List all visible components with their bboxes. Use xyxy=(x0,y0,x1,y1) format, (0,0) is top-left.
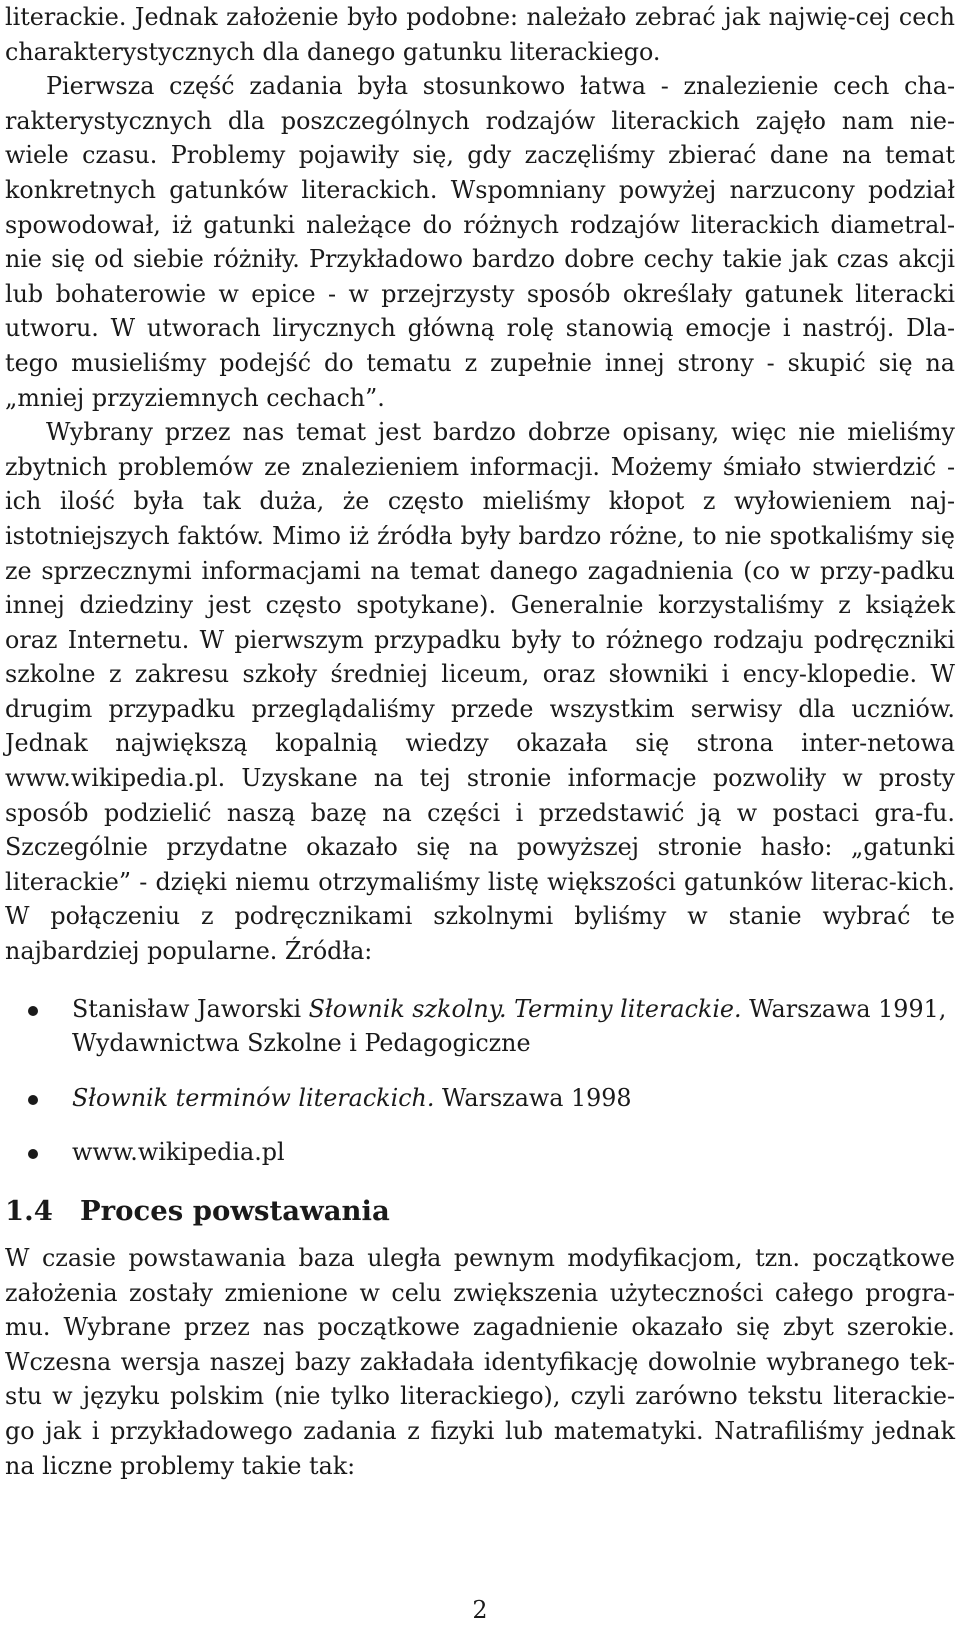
reference-details: Warszawa 1998 xyxy=(434,1083,632,1112)
reference-item xyxy=(5,992,955,1061)
section-title: Proces powstawania xyxy=(80,1195,390,1227)
section-paragraph: W czasie powstawania baza uległa pewnym modyfikacjom, tzn. początkowe założenia zostały zmienione w celu zwiększenia użyteczności całego progra-mu. Wybrane przez nas początkowe zagadnienie okazało się zbyt szerokie. Wczesna wersja naszej bazy zakładała identyfikację dowolnie wybranego tek-stu w języku polskim (nie tylko literackiego), czyli zarówno tekstu literackie-go jak i przykładowego zadania z fizyki lub matematyki. Natrafiliśmy jednak na liczne problemy takie tak: xyxy=(5,1244,955,1480)
paragraph-continuation: literackie. Jednak założenie było podobne: należało zebrać jak najwię-cej cech charakterystycznych dla danego gatunku literackiego. xyxy=(5,3,955,66)
section-heading xyxy=(5,1193,955,1229)
bullet-icon xyxy=(28,1006,38,1016)
bullet-icon xyxy=(28,1095,38,1105)
paragraph-sources: Wybrany przez nas temat jest bardzo dobrze opisany, więc nie mieliśmy zbytnich problemów ze znalezieniem informacji. Możemy śmiało stwierdzić - ich ilość była tak duża, że często mieliśmy kłopot z wyłowieniem naj-istotniejszych faktów. Mimo iż źródła były bardzo różne, to nie spotkaliśmy się ze sprzecznymi informacjami na temat danego zagadnienia (co w przy-padku innej dziedziny jest często spotykane). Generalnie korzystaliśmy z książek oraz Internetu. W pierwszym przypadku były to różnego rodzaju podręczniki szkolne z zakresu szkoły średniej liceum, oraz słowniki i ency-klopedie. W drugim przypadku przeglądaliśmy przede wszystkim serwisy dla uczniów. Jednak największą kopalnią wiedzy okazała się strona inter-netowa www.wikipedia.pl. Uzyskane na tej stronie informacje pozwoliły w prosty sposób podzielić naszą bazę na części i przedstawić ją w postaci gra-fu. Szczególnie przydatne okazało się na powyższej stronie hasło: „gatunki literackie” - dzięki niemu otrzymaliśmy listę większości gatunków literac-kich. W połączeniu z podręcznikami szkolnymi byliśmy w stanie wybrać te najbardziej popularne. Źródła: xyxy=(5,418,955,966)
reference-item xyxy=(5,1135,955,1170)
document-page xyxy=(5,0,955,1483)
reference-details: Warszawa 1991, Wydawnictwa Szkolne i Pedagogiczne xyxy=(72,994,947,1058)
section-number: 1.4 xyxy=(5,1195,53,1227)
references-list xyxy=(5,992,955,1170)
page-number: 2 xyxy=(472,1596,488,1624)
reference-details: www.wikipedia.pl xyxy=(72,1138,285,1167)
bullet-icon xyxy=(28,1149,38,1159)
reference-title: Słownik szkolny. Terminy literackie. xyxy=(308,994,742,1023)
paragraph-task-difficulty: Pierwsza część zadania była stosunkowo łatwa - znalezienie cech cha-rakterystycznych dla poszczególnych rodzajów literackich zajęło nam nie-wiele czasu. Problemy pojawiły się, gdy zaczęliśmy zbierać dane na temat konkretnych gatunków literackich. Wspomniany powyżej narzucony podział spowodował, iż gatunki należące do różnych rodzajów literackich diametral-nie się od siebie różniły. Przykładowo bardzo dobre cechy takie jak czas akcji lub bohaterowie w epice - w przejrzysty sposób określały gatunek literacki utworu. W utworach lirycznych główną rolę stanowią emocje i nastrój. Dla-tego musieliśmy podejść do tematu z zupełnie innej strony - skupić się na „mniej przyziemnych cechach”. xyxy=(5,72,955,412)
reference-title: Słownik terminów literackich. xyxy=(72,1083,435,1112)
reference-author: Stanisław Jaworski xyxy=(72,994,302,1023)
reference-item xyxy=(5,1081,955,1116)
